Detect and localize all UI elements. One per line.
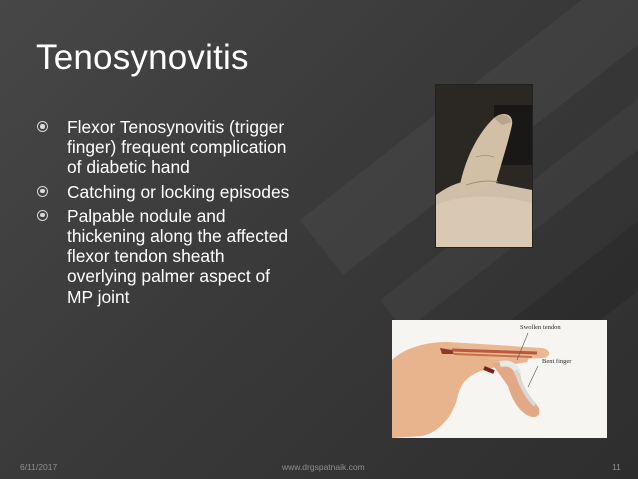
circle-dot-bullet-icon bbox=[37, 186, 48, 197]
bullet-item bbox=[36, 206, 296, 307]
swollen-tendon-label: Swollen tendon bbox=[520, 324, 561, 331]
circle-dot-bullet-icon bbox=[37, 121, 48, 132]
bullet-list bbox=[36, 117, 296, 311]
thumb-photo-drawing bbox=[436, 85, 532, 247]
bullet-item bbox=[36, 117, 296, 178]
bullet-text: Flexor Tenosynovitis (trigger finger) frequent complication of diabetic hand bbox=[67, 117, 287, 178]
footer-page-number: 11 bbox=[612, 462, 621, 472]
footer-date: 6/11/2017 bbox=[20, 462, 58, 472]
hand-tendon-diagram bbox=[392, 320, 607, 438]
hand-diagram-drawing bbox=[392, 320, 607, 438]
bent-finger-label: Bent finger bbox=[542, 358, 572, 365]
bullet-item bbox=[36, 182, 296, 202]
slide-title: Tenosynovitis bbox=[36, 38, 249, 77]
bullet-text: Palpable nodule and thickening along the affected flexor tendon sheath overlying palmer aspect of MP joint bbox=[67, 205, 289, 307]
thumb-photo bbox=[435, 84, 533, 248]
footer-website: www.drgspatnaik.com bbox=[282, 462, 365, 472]
circle-dot-bullet-icon bbox=[37, 210, 48, 221]
bullet-text: Catching or locking episodes bbox=[67, 181, 290, 202]
